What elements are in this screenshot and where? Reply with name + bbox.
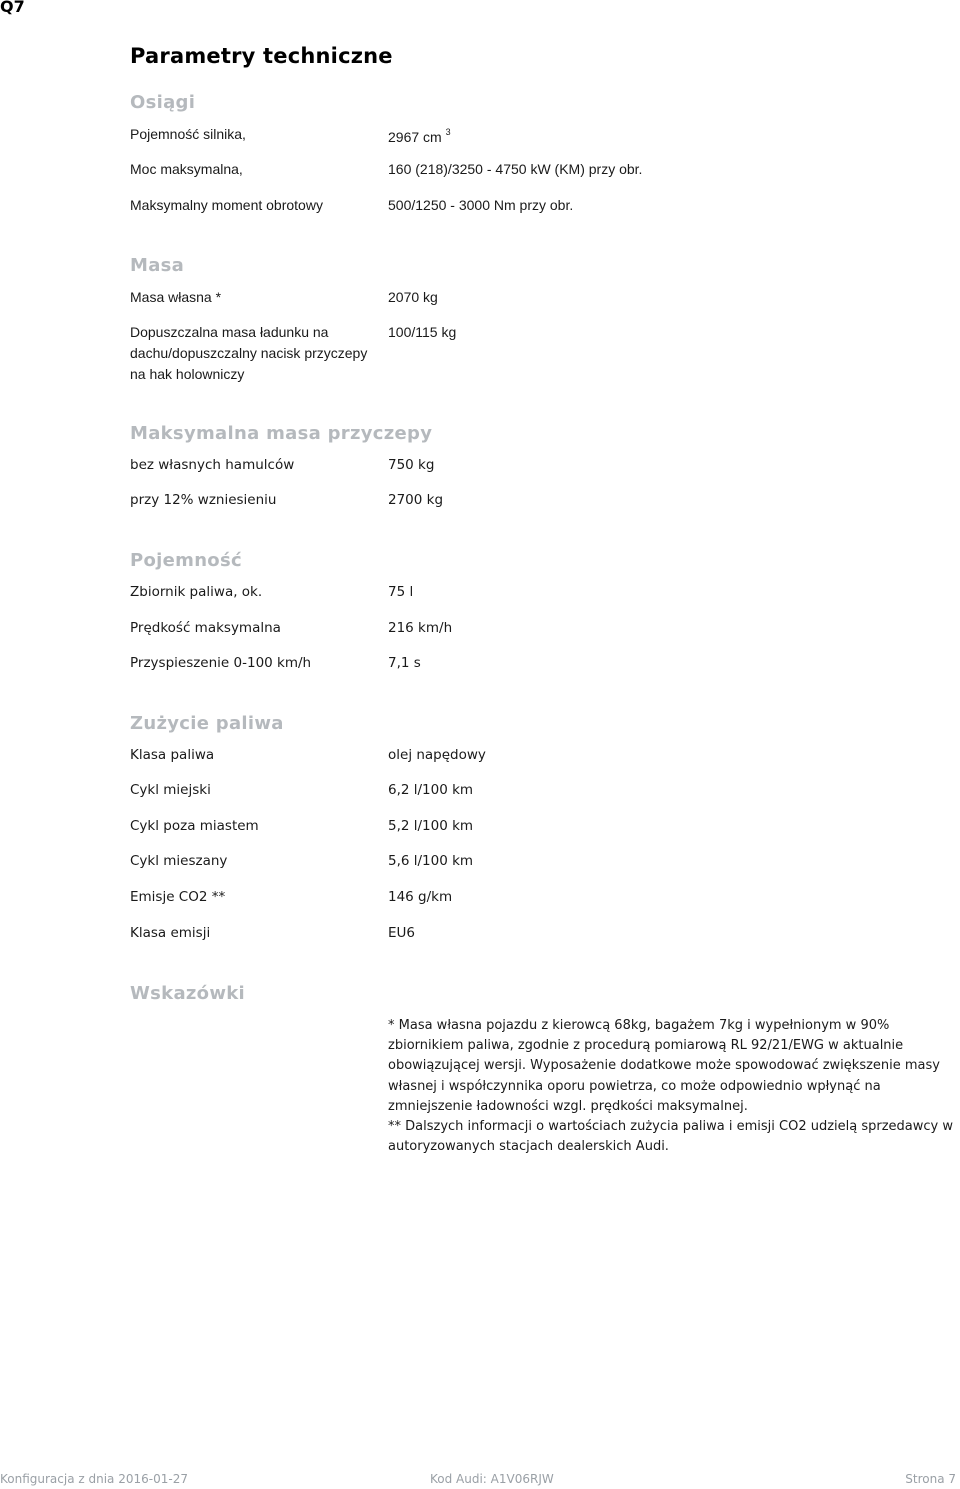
spec-value: 5,6 l/100 km [388,853,474,869]
page-title: Parametry techniczne [130,44,393,68]
spec-value: EU6 [388,925,415,941]
section-title-zuzycie: Zużycie paliwa [130,713,284,734]
spec-label: Moc maksymalna, [130,161,243,177]
footer-page-number: Strona 7 [905,1472,956,1486]
spec-value: 216 km/h [388,620,453,636]
spec-label: Masa własna * [130,289,222,305]
section-title-pojemnosc: Pojemność [130,550,242,571]
spec-label: bez własnych hamulców [130,457,295,473]
spec-value: 2700 kg [388,492,444,508]
spec-value: 146 g/km [388,889,453,905]
spec-label: Maksymalny moment obrotowy [130,197,323,213]
section-title-masa: Masa [130,255,185,276]
spec-label: Dopuszczalna masa ładunku na dachu/dopuszczalny nacisk przyczepy na hak holowniczy [130,324,368,382]
spec-value: 500/1250 - 3000 Nm przy obr. [388,197,574,213]
spec-value: 7,1 s [388,655,421,671]
spec-label: Przyspieszenie 0-100 km/h [130,655,312,671]
spec-value: 5,2 l/100 km [388,818,474,834]
spec-value-sup: 3 [445,127,451,137]
section-title-osiagi: Osiągi [130,92,196,113]
model-name: Q7 [0,0,25,16]
spec-value-text: 2967 cm [388,129,442,145]
spec-value: 6,2 l/100 km [388,782,474,798]
note-emissions: ** Dalszych informacji o wartościach zużycia paliwa i emisji CO2 udzielą sprzedawcy w autoryzowanych stacjach dealerskich Audi. [388,1119,954,1155]
spec-label: Cykl mieszany [130,853,228,869]
section-title-wskazowki: Wskazówki [130,983,245,1004]
spec-value [388,127,948,148]
spec-label: Emisje CO2 ** [130,889,226,905]
footer-config-date: Konfiguracja z dnia 2016-01-27 [0,1472,188,1486]
spec-label: Prędkość maksymalna [130,620,281,636]
spec-label: Pojemność silnika, [130,126,246,142]
footer-audi-code: Kod Audi: A1V06RJW [430,1472,554,1486]
spec-label: Cykl poza miastem [130,818,259,834]
note-mass: * Masa własna pojazdu z kierowcą 68kg, bagażem 7kg i wypełnionym w 90% zbiornikiem paliwa, zgodnie z procedurą pomiarową RL 92/21/EWG w aktualnie obowiązującej wersji. Wyposażenie dodatkowe może spowodować zwiększenie masy własnej i współczynnika oporu powietrza, co może odpowiednio wpłynąć na zmniejszenie ładowności wzgl. prędkości maksymalnej. [388,1018,940,1114]
spec-value: olej napędowy [388,747,486,763]
spec-value: 750 kg [388,457,435,473]
spec-label: Klasa paliwa [130,747,215,763]
spec-value: 100/115 kg [388,324,457,340]
spec-label: Zbiornik paliwa, ok. [130,584,263,600]
spec-value: 2070 kg [388,289,438,305]
spec-label: przy 12% wzniesieniu [130,492,277,508]
spec-label: Klasa emisji [130,925,211,941]
section-title-przyczepa: Maksymalna masa przyczepy [130,423,433,444]
notes-block [388,1016,960,1157]
spec-value: 160 (218)/3250 - 4750 kW (KM) przy obr. [388,161,643,177]
spec-label: Cykl miejski [130,782,211,798]
spec-value: 75 l [388,584,414,600]
